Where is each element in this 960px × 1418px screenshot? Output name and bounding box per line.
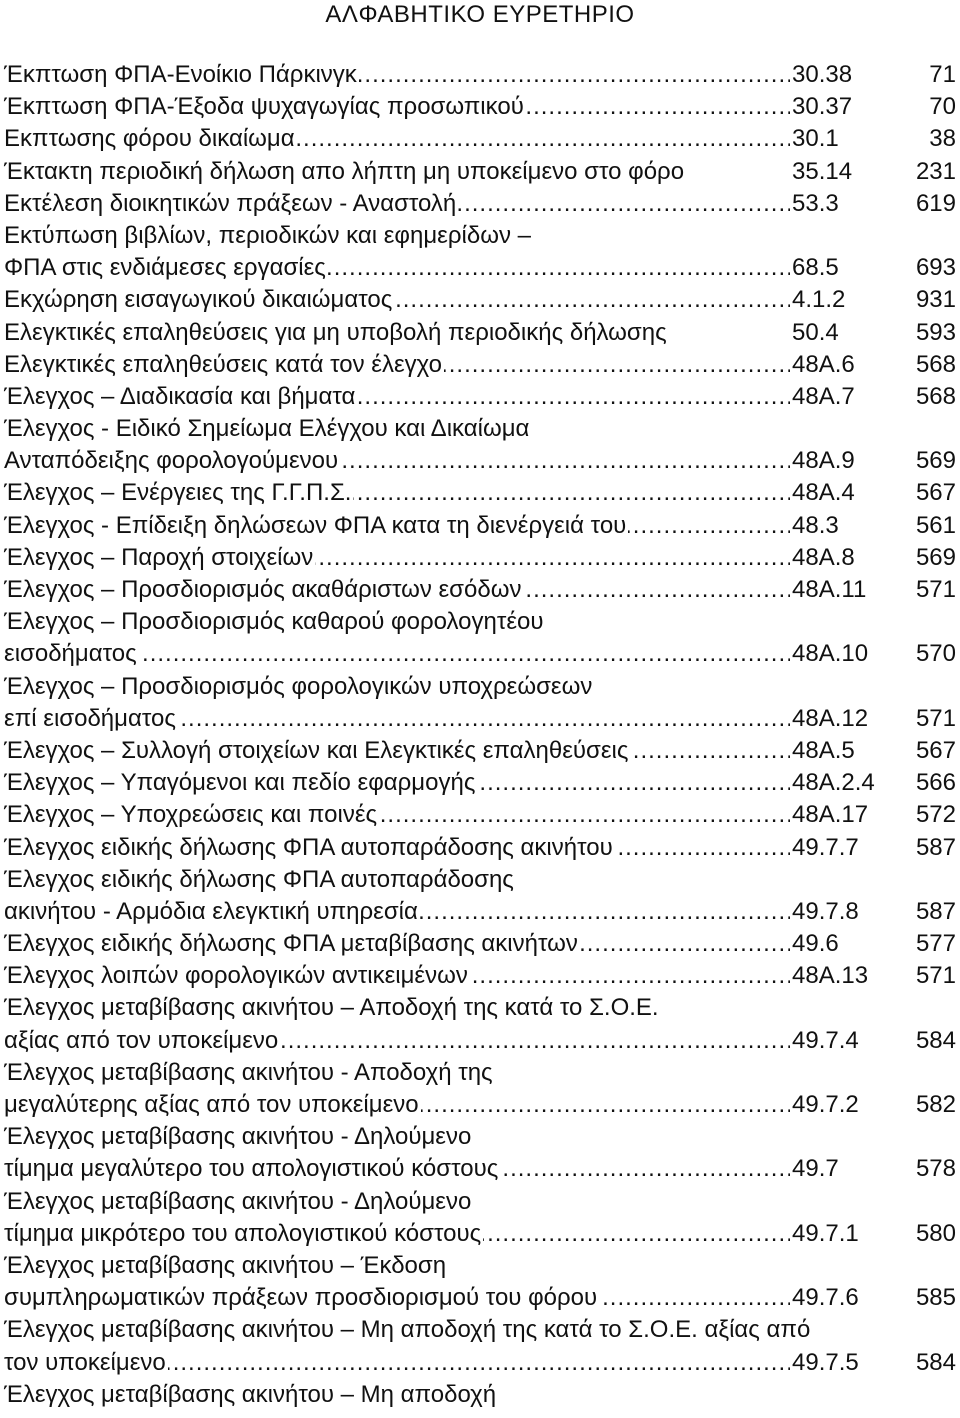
entry-text: Εκπτωσης φόρου δικαίωμα: [4, 123, 297, 155]
index-entry: [4, 1347, 956, 1379]
entry-text: μεγαλύτερης αξίας από τον υποκείμενο: [4, 1089, 421, 1121]
entry-reference: 48Α.13: [790, 960, 868, 992]
entry-text: συμπληρωματικών πράξεων προσδιορισμού του φόρου: [4, 1282, 599, 1314]
index-entry: [4, 91, 956, 123]
entry-page-number: 580: [915, 1219, 956, 1247]
index-entry: [4, 542, 956, 574]
index-entry: [4, 896, 956, 928]
index-entry: [4, 445, 956, 477]
entry-reference: 48Α.2.4: [790, 767, 875, 799]
index-entry: [4, 1314, 956, 1346]
entry-page-number: 566: [915, 769, 956, 797]
entry-page-number: 569: [915, 543, 956, 571]
entry-page-number: 231: [915, 157, 956, 185]
page-title: ΑΛΦΑΒΗΤΙΚΟ ΕΥΡΕΤΗΡΙΟ: [325, 1, 635, 28]
entry-text: Ανταπόδειξης φορολογούμενου: [4, 445, 340, 477]
entry-text: Ελεγκτικές επαληθεύσεις για μη υποβολή περιοδικής δήλωσης: [4, 317, 669, 349]
entry-page-number: 584: [915, 1348, 956, 1376]
index-entry: [4, 638, 956, 670]
entry-reference: 49.7.6: [790, 1282, 859, 1314]
entry-reference: 48Α.10: [790, 638, 868, 670]
entry-reference: 49.7.8: [790, 896, 859, 928]
entry-reference: 49.7.5: [790, 1347, 859, 1379]
index-entry: [4, 832, 956, 864]
index-entry: [4, 1153, 956, 1185]
entry-text: Έλεγχος – Παροχή στοιχείων: [4, 542, 315, 574]
index-entry: [4, 928, 956, 960]
entry-text: ακινήτου - Αρμόδια ελεγκτική υπηρεσία: [4, 896, 420, 928]
entry-text: Έλεγχος μεταβίβασης ακινήτου - Δηλούμενο: [4, 1186, 473, 1218]
entry-page-number: 593: [915, 318, 956, 346]
index-entry: [4, 1057, 956, 1089]
entry-page-number: 587: [915, 833, 956, 861]
entry-reference: 48Α.11: [790, 574, 866, 606]
entry-text: τίμημα μεγαλύτερο του απολογιστικού κόστους: [4, 1153, 500, 1185]
entry-reference: 48Α.4: [790, 477, 855, 509]
index-entry: [4, 413, 956, 445]
entry-page-number: 567: [915, 736, 956, 764]
entry-text: επί εισοδήματος: [4, 703, 178, 735]
entry-page-number: 693: [915, 254, 956, 282]
index-entry: [4, 477, 956, 509]
entry-text: ΦΠΑ στις ενδιάμεσες εργασίες: [4, 252, 328, 284]
index-entry: [4, 123, 956, 155]
entry-reference: 49.7.4: [790, 1025, 859, 1057]
entry-text: Έλεγχος μεταβίβασης ακινήτου – Μη αποδοχή: [4, 1379, 498, 1411]
entry-text: Έλεγχος – Υπαγόμενοι και πεδίο εφαρμογής: [4, 767, 477, 799]
entry-text: Έλεγχος ειδικής δήλωσης ΦΠΑ αυτοπαράδοσης ακινήτου: [4, 832, 615, 864]
index-entry: [4, 156, 956, 188]
index-entry: [4, 220, 956, 252]
index-entry: [4, 671, 956, 703]
index-entry: [4, 799, 956, 831]
entry-page-number: 71: [929, 61, 956, 88]
entry-text: τον υποκείμενο: [4, 1347, 168, 1379]
entry-text: Έλεγχος – Συλλογή στοιχείων και Ελεγκτικές επαληθεύσεις: [4, 735, 630, 767]
entry-reference: 48Α.6: [790, 349, 855, 381]
entry-text: Έλεγχος μεταβίβασης ακινήτου - Αποδοχή της: [4, 1057, 495, 1089]
index-entry: [4, 1089, 956, 1121]
entry-reference: 48.3: [790, 510, 839, 542]
entry-page-number: 568: [915, 350, 956, 378]
entry-page-number: 568: [915, 382, 956, 410]
entry-text: τίμημα μικρότερο του απολογιστικού κόστους: [4, 1218, 483, 1250]
entry-reference: 68.5: [790, 252, 839, 284]
entry-text: Έλεγχος μεταβίβασης ακινήτου – Έκδοση: [4, 1250, 448, 1282]
index-entry: [4, 349, 956, 381]
entry-page-number: 561: [915, 511, 956, 539]
entry-reference: 53.3: [790, 188, 839, 220]
entry-reference: 48Α.5: [790, 735, 855, 767]
entry-page-number: 571: [915, 576, 956, 603]
index-entry: [4, 510, 956, 542]
entry-reference: 49.6: [790, 928, 839, 960]
index-entry: [4, 735, 956, 767]
entry-page-number: 582: [915, 1091, 956, 1118]
entry-text: Έλεγχος – Διαδικασία και βήματα: [4, 381, 357, 413]
index-entry: [4, 1379, 956, 1411]
index-entry: [4, 381, 956, 413]
entry-page-number: 619: [915, 189, 956, 217]
entry-text: Εκχώρηση εισαγωγικού δικαιώματος: [4, 284, 394, 316]
entry-page-number: 572: [915, 801, 956, 829]
entry-text: Έκτακτη περιοδική δήλωση απο λήπτη μη υποκείμενο στο φόρο: [4, 156, 686, 188]
entry-page-number: 584: [915, 1026, 956, 1054]
entry-reference: 49.7.1: [790, 1218, 859, 1250]
entry-text: Έλεγχος – Ενέργειες της Γ.Γ.Π.Σ.: [4, 477, 353, 509]
index-entry: [4, 864, 956, 896]
entry-text: Εκτύπωση βιβλίων, περιοδικών και εφημερίδων –: [4, 220, 533, 252]
index-entry: [4, 188, 956, 220]
index-entry: [4, 252, 956, 284]
entry-text: Έλεγχος – Προσδιορισμός καθαρού φορολογητέου: [4, 606, 546, 638]
entry-text: Έλεγχος μεταβίβασης ακινήτου – Αποδοχή της κατά το Σ.Ο.Ε.: [4, 992, 661, 1024]
entry-page-number: 70: [929, 93, 956, 121]
entry-text: Έλεγχος ειδικής δήλωσης ΦΠΑ μεταβίβασης ακινήτων: [4, 928, 580, 960]
entry-page-number: 571: [915, 704, 956, 732]
entry-page-number: 571: [915, 962, 956, 990]
entry-reference: 48Α.7: [790, 381, 855, 413]
entry-text: Έλεγχος μεταβίβασης ακινήτου – Μη αποδοχή της κατά το Σ.Ο.Ε. αξίας από: [4, 1314, 812, 1346]
index-entry: [4, 574, 956, 606]
entry-page-number: 38: [929, 125, 956, 153]
index-entry: [4, 1186, 956, 1218]
entry-reference: 48Α.9: [790, 445, 855, 477]
index-entry: [4, 606, 956, 638]
index-entry: [4, 284, 956, 316]
entry-reference: 35.14: [790, 156, 852, 188]
entry-text: Έλεγχος – Προσδιορισμός φορολογικών υποχρεώσεων: [4, 671, 594, 703]
index-entry: [4, 1121, 956, 1153]
entry-reference: 49.7.7: [790, 832, 859, 864]
entry-reference: 30.38: [790, 59, 852, 91]
entry-text: Ελεγκτικές επαληθεύσεις κατά τον έλεγχο: [4, 349, 444, 381]
entry-text: Έλεγχος μεταβίβασης ακινήτου - Δηλούμενο: [4, 1121, 473, 1153]
entry-text: Έκπτωση ΦΠΑ-Έξοδα ψυχαγωγίας προσωπικού: [4, 91, 526, 123]
entry-page-number: 578: [915, 1155, 956, 1183]
entry-page-number: 569: [915, 447, 956, 475]
entry-reference: 49.7.2: [790, 1089, 859, 1121]
entry-text: Έλεγχος λοιπών φορολογικών αντικειμένων: [4, 960, 470, 992]
index-entry: [4, 1250, 956, 1282]
entry-reference: 50.4: [790, 317, 839, 349]
entry-page-number: 587: [915, 897, 956, 925]
entry-text: Έλεγχος - Επίδειξη δηλώσεων ΦΠΑ κατα τη διενέργειά του: [4, 510, 628, 542]
entry-reference: 30.1: [790, 123, 839, 155]
index-entry: [4, 960, 956, 992]
entry-reference: 48Α.12: [790, 703, 868, 735]
index-entry: [4, 1025, 956, 1057]
entry-reference: 4.1.2: [790, 284, 845, 316]
entry-reference: 49.7: [790, 1153, 839, 1185]
entry-page-number: 567: [915, 479, 956, 507]
index-entry: [4, 1282, 956, 1314]
entry-text: Έλεγχος – Προσδιορισμός ακαθάριστων εσόδων: [4, 574, 523, 606]
entry-page-number: 577: [915, 930, 956, 958]
entry-reference: 48Α.8: [790, 542, 855, 574]
index-entry: [4, 317, 956, 349]
index-entry: [4, 767, 956, 799]
index-list: [4, 59, 956, 1411]
index-entry: [4, 1218, 956, 1250]
entry-page-number: 585: [915, 1284, 956, 1312]
entry-reference: 30.37: [790, 91, 852, 123]
entry-text: Έλεγχος - Ειδικό Σημείωμα Ελέγχου και Δικαίωμα: [4, 413, 531, 445]
entry-reference: 48Α.17: [790, 799, 868, 831]
entry-text: αξίας από τον υποκείμενο: [4, 1025, 280, 1057]
entry-text: Έκπτωση ΦΠΑ-Ενοίκιο Πάρκινγκ: [4, 59, 359, 91]
entry-page-number: 931: [915, 286, 956, 314]
entry-text: Έλεγχος – Υποχρεώσεις και ποινές: [4, 799, 379, 831]
index-entry: [4, 59, 956, 91]
entry-page-number: 570: [915, 640, 956, 668]
index-entry: [4, 992, 956, 1024]
entry-text: Έλεγχος ειδικής δήλωσης ΦΠΑ αυτοπαράδοσης: [4, 864, 516, 896]
entry-text: Εκτέλεση διοικητικών πράξεων - Αναστολή: [4, 188, 458, 220]
index-entry: [4, 703, 956, 735]
entry-text: εισοδήματος: [4, 638, 139, 670]
